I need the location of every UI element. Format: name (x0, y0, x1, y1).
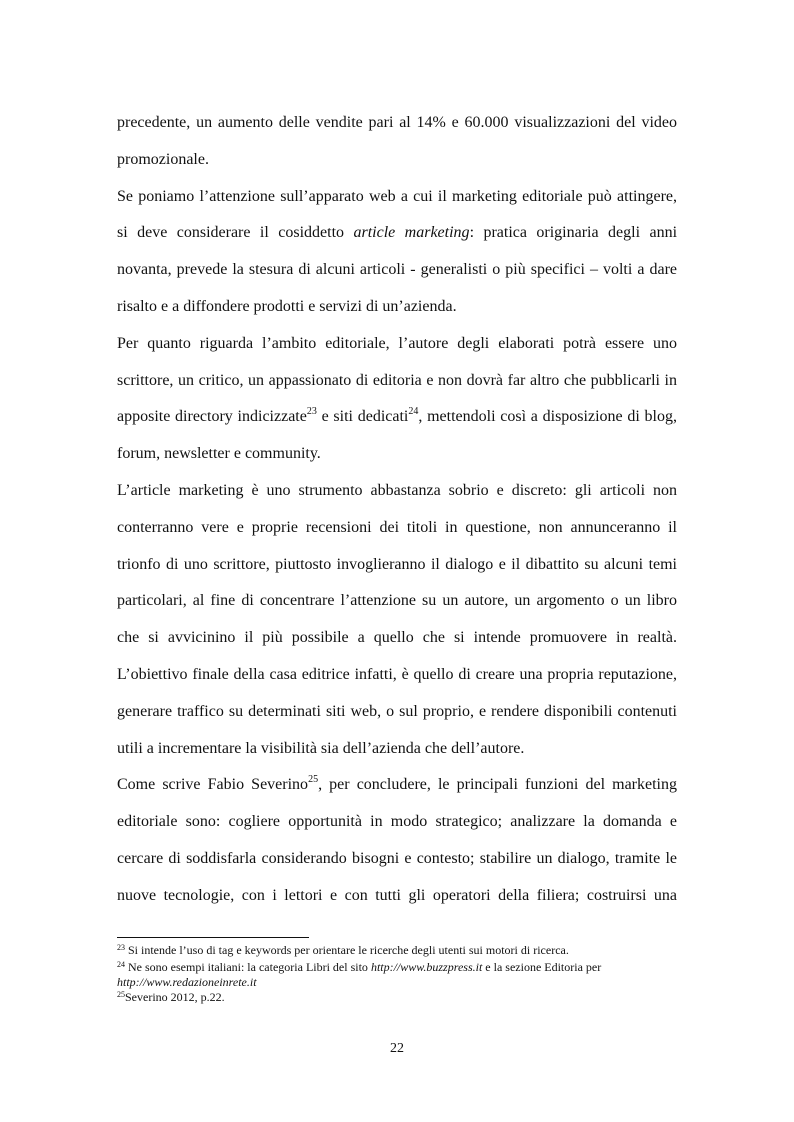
footnote-text: Ne sono esempi italiani: la categoria Libri del sito (125, 960, 371, 974)
text-line: editoriale sono: cogliere opportunità in modo strategico; analizzare la domanda e (117, 813, 677, 831)
text-line: cercare di soddisfarla considerando bisogni e contesto; stabilire un dialogo, tramite le (117, 849, 677, 867)
body-text (117, 105, 677, 915)
footnote-text: Si intende l’uso di tag e keywords per orientare le ricerche degli utenti sui motori di ricerca. (125, 943, 569, 957)
text-line: risalto e a diffondere prodotti e servizi di un’azienda. (117, 297, 457, 315)
text-line: conterranno vere e proprie recensioni dei titoli in questione, non annunceranno il (117, 518, 677, 536)
text-line: scrittore, un critico, un appassionato di editoria e non dovrà far altro che pubblicarli in (117, 371, 677, 389)
text-line (117, 767, 677, 804)
footnote-text: Severino 2012, p.22. (125, 990, 225, 1004)
footnote-24 (117, 961, 707, 974)
footnote-25 (117, 991, 707, 1004)
text-line: utili a incrementare la visibilità sia dell’azienda che dell’autore. (117, 739, 525, 757)
text-line: novanta, prevede la stesura di alcuni articoli - generalisti o più specifici – volti a dare (117, 261, 677, 279)
text-span: e siti dedicati (316, 408, 409, 426)
text-span: apposite directory indicizzate (117, 408, 307, 426)
text-span: si deve considerare il cosiddetto (117, 224, 354, 242)
text-span: Come scrive Fabio Severino (117, 776, 309, 794)
footnote-separator (117, 937, 309, 938)
footnote-url: http://www.redazioneinrete.it (117, 975, 257, 989)
text-span: : pratica originaria degli anni (469, 224, 678, 242)
footnote-number: 24 (117, 960, 125, 969)
text-line: Se poniamo l’attenzione sull’apparato web a cui il marketing editoriale può attingere, (117, 187, 677, 205)
footnote-number: 25 (117, 990, 125, 999)
text-line: trionfo di uno scrittore, piuttosto invoglieranno il dialogo e il dibattito su alcuni temi (117, 555, 677, 573)
text-line: L’article marketing è uno strumento abbastanza sobrio e discreto: gli articoli non (117, 481, 677, 499)
footnote-ref-24: 24 (408, 406, 419, 418)
page-number: 22 (390, 1041, 404, 1056)
text-line (117, 399, 677, 436)
text-line: particolari, al fine di concentrare l’attenzione su un autore, un argomento o un libro (117, 592, 677, 610)
text-span: , mettendoli così a disposizione di blog, (418, 408, 678, 426)
footnote-url: http://www.buzzpress.it (370, 960, 483, 974)
text-line (117, 215, 677, 252)
text-line: promozionale. (117, 150, 209, 168)
text-line: L’obiettivo finale della casa editrice infatti, è quello di creare una propria reputazione, (117, 665, 677, 683)
footnote-ref-23: 23 (306, 406, 317, 418)
footnote-number: 23 (117, 943, 125, 952)
text-line: precedente, un aumento delle vendite pari al 14% e 60.000 visualizzazioni del video (117, 114, 677, 131)
footnote-ref-25: 25 (308, 774, 319, 786)
text-span: , per concludere, le principali funzioni del marketing (318, 776, 677, 794)
footnote-23 (117, 944, 707, 957)
text-line: nuove tecnologie, con i lettori e con tutti gli operatori della filiera; costruirsi una (117, 886, 677, 904)
footnote-24-continued (117, 976, 707, 989)
footnote-text: e la sezione Editoria per (482, 960, 602, 974)
text-line: Per quanto riguarda l’ambito editoriale, l’autore degli elaborati potrà essere uno (117, 334, 677, 352)
text-line: generare traffico su determinati siti web, o sul proprio, e rendere disponibili contenuti (117, 702, 677, 720)
emphasis-article-marketing: article marketing (353, 224, 470, 242)
text-line: forum, newsletter e community. (117, 445, 321, 463)
text-line: che si avvicinino il più possibile a quello che si intende promuovere in realtà. (117, 629, 677, 647)
